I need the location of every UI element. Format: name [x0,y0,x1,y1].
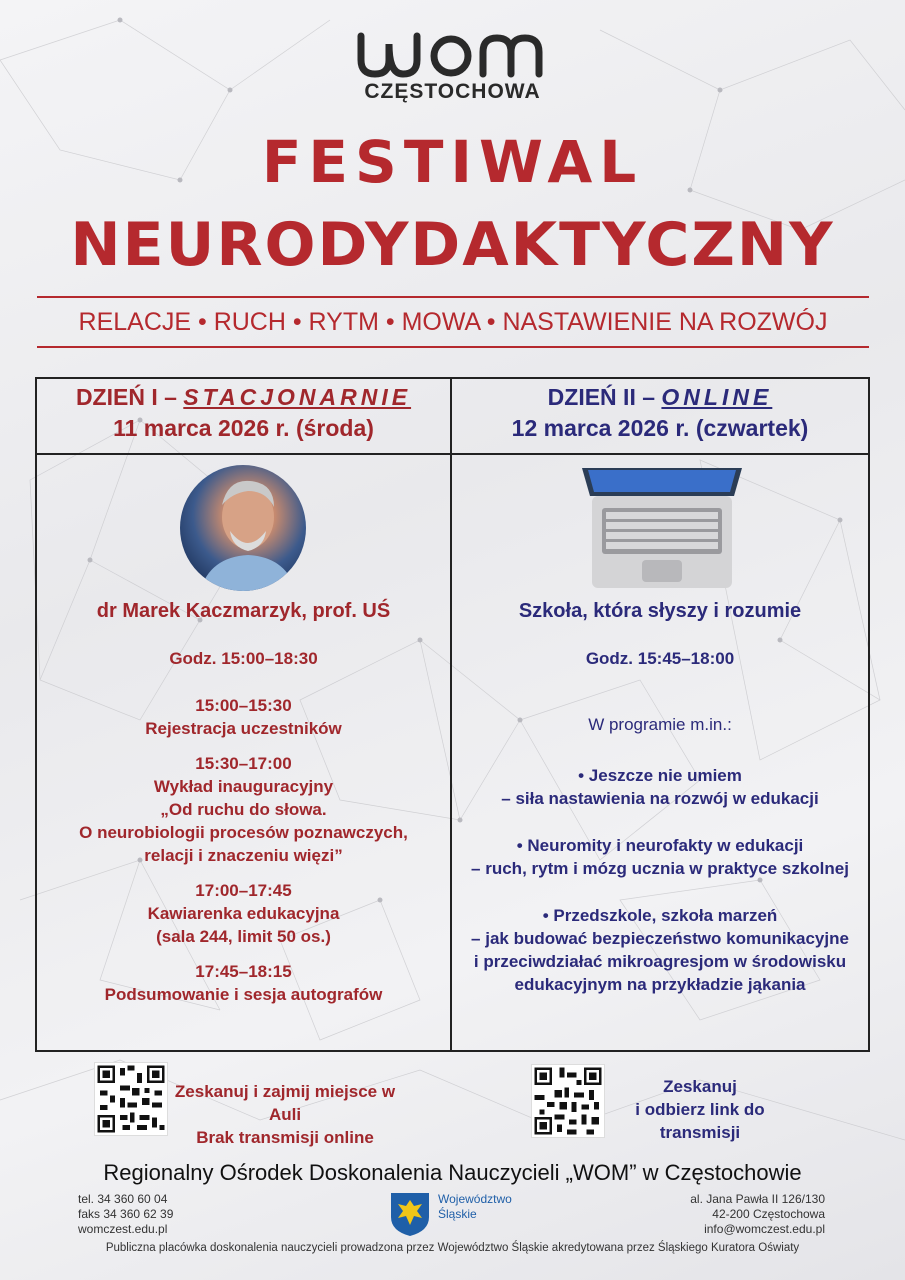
schedule-item [37,694,450,740]
program-line: – ruch, rytm i mózg ucznia w praktyce szkolnej [471,859,849,878]
schedule-line: „Od ruchu do słowa. [160,800,327,819]
schedule-line: Podsumowanie i sesja autografów [104,985,383,1004]
contact-left [78,1192,173,1237]
schedule-time: 17:45–18:15 [195,962,292,981]
divider-top [37,296,869,298]
program-item [452,764,868,810]
day2-hours: Godz. 15:45–18:00 [585,649,735,668]
contact-right [690,1192,825,1237]
logo-city: CZĘSTOCHOWA [364,80,541,103]
program-line: – siła nastawienia na rozwój w edukacji [501,789,819,808]
program-line: edukacyjnym na przykładzie jąkania [514,975,806,994]
laptop-icon [578,466,746,590]
program-intro: W programie m.in.: [588,715,732,734]
day1-date: 11 marca 2026 r. (środa) [113,415,374,441]
schedule-line: Rejestracja uczestników [145,719,342,738]
contact-phone: tel. 34 360 60 04 [78,1192,168,1206]
program-line: i przeciwdziałać mikroagresjom w środowisku [473,952,847,971]
wom-logo-mark [353,30,553,80]
day2-header [452,384,868,442]
speaker-photo [180,465,306,591]
schedule-time: 17:00–17:45 [195,881,292,900]
footer-note: Publiczna placówka doskonalenia nauczycieli prowadzona przez Województwo Śląskie akredytowana przez Śląskiego Kuratora Oświaty [105,1242,800,1254]
day2-content [452,600,868,996]
contact-website[interactable]: womczest.edu.pl [78,1222,168,1236]
schedule-item [37,960,450,1006]
festival-title-line2: NEURODYDAKTYCZNY [70,210,835,280]
contact-email[interactable]: info@womczest.edu.pl [704,1222,825,1236]
day1-header [37,384,450,442]
qr-code-registration[interactable] [94,1062,168,1136]
day1-label: DZIEŃ I – [75,384,177,410]
qr-registration-caption [170,1080,400,1149]
program-line: • Neuromity i neurofakty w edukacji [516,836,804,855]
qr-caption-line: Zeskanuj i zajmij miejsce w Auli [174,1082,396,1124]
schedule-item [37,752,450,867]
day2-date: 12 marca 2026 r. (czwartek) [511,415,809,441]
schedule-line: Kawiarenka edukacyjna [147,904,340,923]
day1-hours: Godz. 15:00–18:30 [169,649,318,668]
day2-mode: ONLINE [661,384,773,410]
silesia-crest-icon [389,1191,431,1237]
schedule-line: Wykład inauguracyjny [153,777,334,796]
program-line: – jak budować bezpieczeństwo komunikacyjne [471,929,849,948]
schedule-time: 15:00–15:30 [195,696,292,715]
organization-name: Regionalny Ośrodek Doskonalenia Nauczycieli „WOM” w Częstochowie [103,1160,802,1185]
region-line: Śląskie [438,1207,477,1221]
speaker-name: dr Marek Kaczmarzyk, prof. UŚ [96,600,391,622]
qr-stream-caption [600,1075,800,1144]
festival-title-line1: FESTIWAL [261,128,644,196]
program-line: • Przedszkole, szkoła marzeń [542,906,778,925]
region-line: Województwo [438,1192,512,1206]
qr-caption-line: i odbierz link do transmisji [635,1100,765,1142]
session-title: Szkoła, która słyszy i rozumie [518,600,802,622]
day2-label: DZIEŃ II – [547,384,656,410]
program-item [452,834,868,880]
schedule-line: relacji i znaczeniu więzi” [144,846,343,865]
divider-bottom [37,346,869,348]
schedule-line: (sala 244, limit 50 os.) [156,927,331,946]
schedule-line: O neurobiologii procesów poznawczych, [79,823,408,842]
schedule-time: 15:30–17:00 [195,754,292,773]
program-item [452,904,868,996]
qr-caption-line: Brak transmisji online [196,1128,374,1147]
day1-content [37,600,450,1006]
contact-fax: faks 34 360 62 39 [78,1207,174,1221]
day1-mode: STACJONARNIE [183,384,412,410]
festival-themes: RELACJE • RUCH • RYTM • MOWA • NASTAWIENIE NA ROZWÓJ [78,308,828,336]
speaker-portrait [180,465,306,591]
table-header-divider [35,453,870,455]
address-city: 42-200 Częstochowa [712,1207,825,1221]
qr-code-stream[interactable] [531,1064,605,1138]
region-name [438,1192,512,1222]
address-street: al. Jana Pawła II 126/130 [690,1192,825,1206]
program-line: • Jeszcze nie umiem [578,766,742,785]
schedule-item [37,879,450,948]
qr-caption-line: Zeskanuj [663,1077,737,1096]
wom-logo [340,30,565,110]
